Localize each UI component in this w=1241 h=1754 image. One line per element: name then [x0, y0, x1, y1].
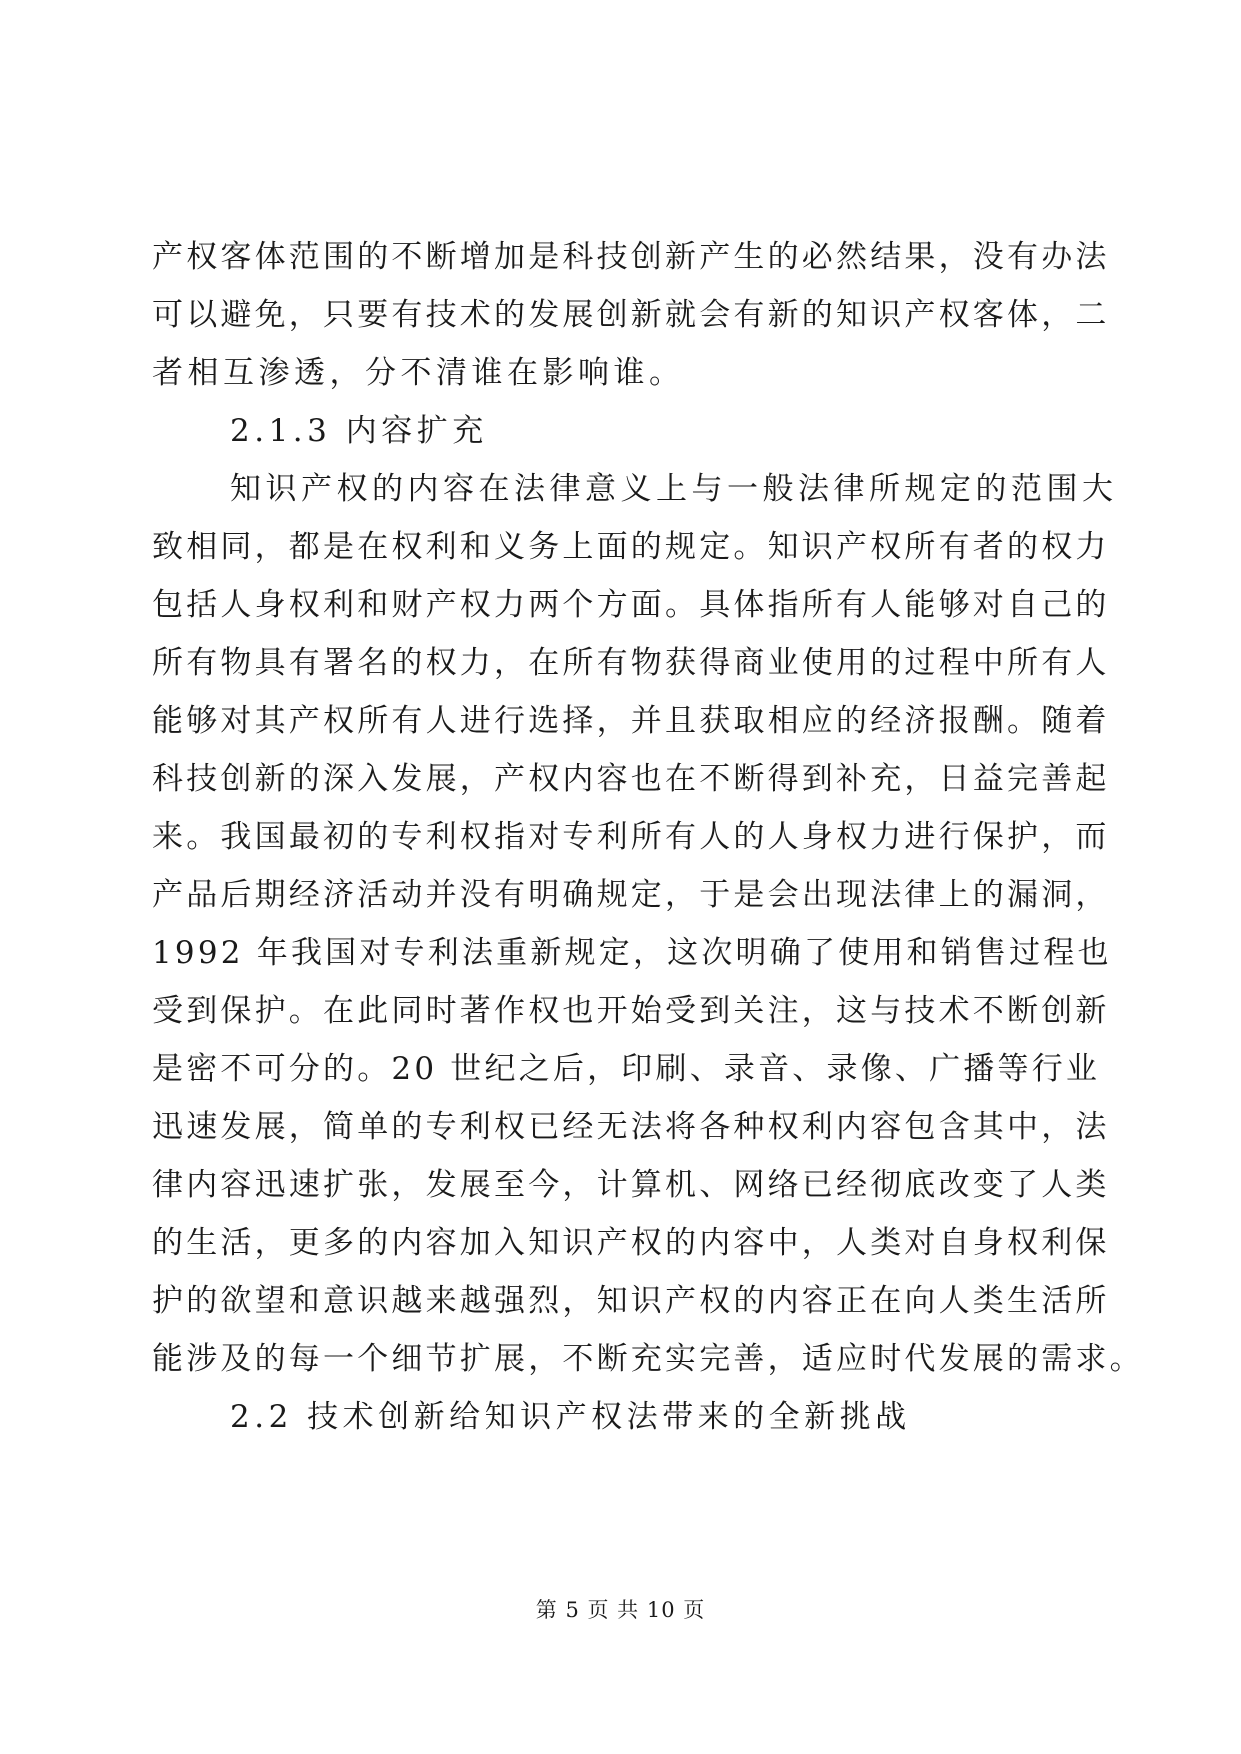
text-line: 来。我国最初的专利权指对专利所有人的人身权力进行保护，而	[152, 819, 1110, 855]
text-line: 护的欲望和意识越来越强烈，知识产权的内容正在向人类生活所	[152, 1283, 1110, 1319]
text-line: 能涉及的每一个细节扩展，不断充实完善，适应时代发展的需求。	[152, 1341, 1144, 1377]
text-line: 产品后期经济活动并没有明确规定，于是会出现法律上的漏洞，	[152, 877, 1110, 913]
section-heading: 2.1.3 内容扩充	[230, 413, 488, 449]
text-line: 可以避免，只要有技术的发展创新就会有新的知识产权客体，二	[152, 297, 1110, 333]
text-line: 包括人身权利和财产权力两个方面。具体指所有人能够对自己的	[152, 587, 1110, 623]
text-line: 者相互渗透，分不清谁在影响谁。	[152, 355, 685, 391]
text-line: 科技创新的深入发展，产权内容也在不断得到补充，日益完善起	[152, 761, 1110, 797]
text-line: 受到保护。在此同时著作权也开始受到关注，这与技术不断创新	[152, 993, 1110, 1029]
text-line: 所有物具有署名的权力，在所有物获得商业使用的过程中所有人	[152, 645, 1110, 681]
text-line: 1992 年我国对专利法重新规定，这次明确了使用和销售过程也	[152, 935, 1112, 971]
text-line: 是密不可分的。20 世纪之后，印刷、录音、录像、广播等行业	[152, 1051, 1101, 1087]
text-line: 能够对其产权所有人进行选择，并且获取相应的经济报酬。随着	[152, 703, 1110, 739]
text-line: 迅速发展，简单的专利权已经无法将各种权利内容包含其中，法	[152, 1109, 1110, 1145]
text-line: 知识产权的内容在法律意义上与一般法律所规定的范围大	[230, 471, 1118, 507]
text-line: 律内容迅速扩张，发展至今，计算机、网络已经彻底改变了人类	[152, 1167, 1110, 1203]
text-line: 致相同，都是在权利和义务上面的规定。知识产权所有者的权力	[152, 529, 1110, 565]
body-text	[152, 228, 1144, 1446]
text-line: 产权客体范围的不断增加是科技创新产生的必然结果，没有办法	[152, 239, 1110, 275]
text-line: 的生活，更多的内容加入知识产权的内容中，人类对自身权利保	[152, 1225, 1110, 1261]
page-number: 第 5 页 共 10 页	[535, 1598, 706, 1622]
section-heading: 2.2 技术创新给知识产权法带来的全新挑战	[230, 1399, 911, 1435]
